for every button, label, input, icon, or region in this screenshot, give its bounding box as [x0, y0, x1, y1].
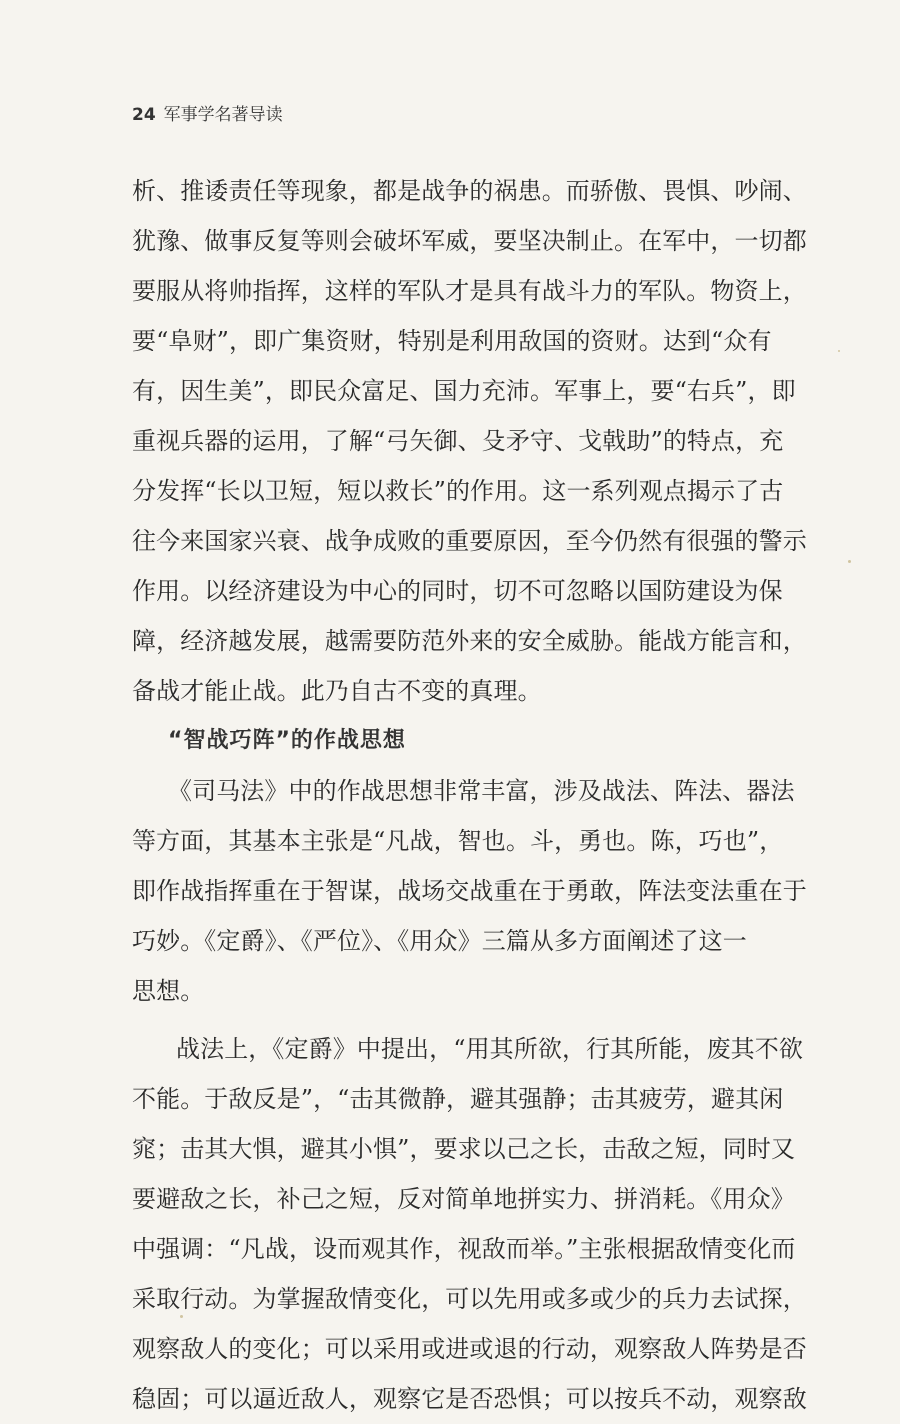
text-line: 观察敌人的变化；可以采用或进或退的行动，观察敌人阵势是否: [132, 1335, 807, 1363]
text-line: 即作战指挥重在于智谋，战场交战重在于勇敢，阵法变法重在于: [132, 877, 807, 905]
paper-speck: [848, 560, 851, 563]
text-line: 犹豫、做事反复等则会破坏军威，要坚决制止。在军中，一切都: [132, 227, 807, 255]
text-line: 采取行动。为掌握敌情变化，可以先用或多或少的兵力去试探，: [132, 1285, 807, 1313]
text-line: 往今来国家兴衰、战争成败的重要原因，至今仍然有很强的警示: [132, 527, 807, 555]
paper-speck: [838, 350, 840, 352]
text-line: 稳固；可以逼近敌人，观察它是否恐惧；可以按兵不动，观察敌: [132, 1385, 807, 1413]
text-line: 要服从将帅指挥，这样的军队才是具有战斗力的军队。物资上，: [132, 277, 807, 305]
text-line: 要避敌之长，补己之短，反对简单地拼实力、拼消耗。《用众》: [132, 1185, 795, 1213]
text-line: 作用。以经济建设为中心的同时，切不可忽略以国防建设为保: [132, 577, 783, 605]
paper-speck: [180, 1315, 183, 1318]
text-line: 中强调：“凡战，设而观其作，视敌而举。”主张根据敌情变化而: [132, 1235, 796, 1263]
text-line: 不能。于敌反是”，“击其微静，避其强静；击其疲劳，避其闲: [132, 1085, 784, 1113]
text-line: 巧妙。《定爵》、《严位》、《用众》三篇从多方面阐述了这一: [132, 927, 747, 955]
page-number: 24: [132, 105, 156, 125]
text-line: 析、推诿责任等现象，都是战争的祸患。而骄傲、畏惧、吵闹、: [132, 177, 807, 205]
running-header: [132, 103, 283, 127]
text-line: 窕；击其大惧，避其小惧”，要求以己之长，击敌之短，同时又: [132, 1135, 796, 1163]
body-text: [132, 166, 807, 1424]
text-line: 要“阜财”，即广集资财，特别是利用敌国的资财。达到“众有: [132, 327, 772, 355]
text-line: 等方面，其基本主张是“凡战，智也。斗，勇也。陈，巧也”，: [132, 827, 784, 855]
text-line: 思想。: [132, 977, 205, 1005]
text-line: 障，经济越发展，越需要防范外来的安全威胁。能战方能言和，: [132, 627, 807, 655]
text-line: 分发挥“长以卫短，短以救长”的作用。这一系列观点揭示了古: [132, 477, 784, 505]
text-line: 《司马法》中的作战思想非常丰富，涉及战法、阵法、器法: [168, 777, 795, 805]
section-heading: “智战巧阵”的作战思想: [168, 728, 406, 753]
text-line: 重视兵器的运用，了解“弓矢御、殳矛守、戈戟助”的特点，充: [132, 427, 784, 455]
text-line: 备战才能止战。此乃自古不变的真理。: [132, 677, 542, 705]
text-line: 有，因生美”，即民众富足、国力充沛。军事上，要“右兵”，即: [132, 377, 796, 405]
text-line: 战法上，《定爵》中提出，“用其所欲，行其所能，废其不欲: [176, 1035, 803, 1063]
book-title: 军事学名著导读: [163, 105, 283, 125]
